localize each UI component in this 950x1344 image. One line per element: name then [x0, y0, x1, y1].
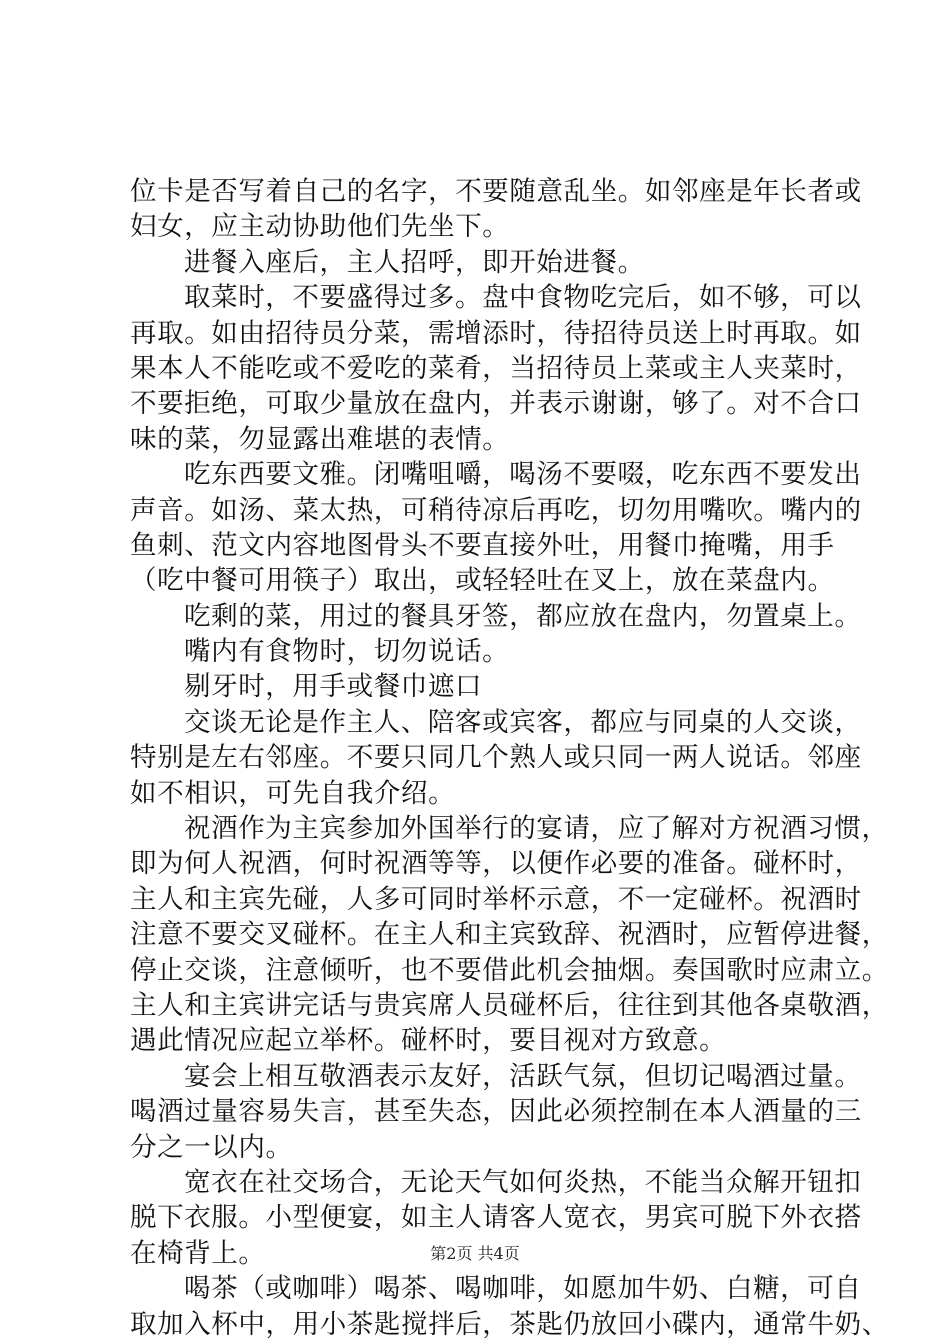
text-line: 交谈无论是作主人、陪客或宾客，都应与同桌的人交谈， — [184, 706, 862, 738]
text-line: 停止交谈，注意倾听，也不要借此机会抽烟。奏国歌时应肃立。 — [130, 954, 889, 986]
text-line: 喝酒过量容易失言，甚至失态，因此必须控制在本人酒量的三 — [130, 1096, 862, 1128]
text-line: 鱼刺、范文内容地图骨头不要直接外吐，用餐巾掩嘴，用手 — [130, 529, 835, 561]
text-line: 即为何人祝酒，何时祝酒等等，以便作必要的准备。碰杯时， — [130, 848, 862, 880]
text-line: 喝茶（或咖啡）喝茶、喝咖啡，如愿加牛奶、白糖，可自 — [184, 1273, 862, 1305]
text-line: 分之一以内。 — [130, 1131, 293, 1163]
text-line: 祝酒作为主宾参加外国举行的宴请，应了解对方祝酒习惯， — [184, 813, 889, 845]
text-line: 脱下衣服。小型便宴，如主人请客人宽衣，男宾可脱下外衣搭 — [130, 1202, 862, 1234]
document-body — [130, 174, 889, 1342]
text-line: 取菜时，不要盛得过多。盘中食物吃完后，如不够，可以 — [184, 282, 862, 314]
text-line: 吃东西要文雅。闭嘴咀嚼，喝汤不要啜，吃东西不要发出 — [184, 459, 862, 491]
text-line: 妇女，应主动协助他们先坐下。 — [130, 211, 510, 243]
text-line: 特别是左右邻座。不要只同几个熟人或只同一两人说话。邻座 — [130, 742, 862, 774]
text-line: 遇此情况应起立举杯。碰杯时，要目视对方致意。 — [130, 1025, 727, 1057]
text-line: 在椅背上。 — [130, 1237, 266, 1269]
text-line: 宴会上相互敬酒表示友好，活跃气氛，但切记喝酒过量。 — [184, 1060, 862, 1092]
text-line: 进餐入座后，主人招呼，即开始进餐。 — [184, 246, 645, 278]
text-line: （吃中餐可用筷子）取出，或轻轻吐在叉上，放在菜盘内。 — [130, 565, 835, 597]
text-line: 宽衣在社交场合，无论天气如何炎热，不能当众解开钮扣 — [184, 1166, 862, 1198]
text-line: 如不相识，可先自我介绍。 — [130, 777, 456, 809]
text-line: 嘴内有食物时，切勿说话。 — [184, 636, 510, 668]
text-line: 主人和主宾先碰，人多可同时举杯示意，不一定碰杯。祝酒时 — [130, 883, 862, 915]
text-line: 味的菜，勿显露出难堪的表情。 — [130, 423, 510, 455]
text-line: 位卡是否写着自己的名字，不要随意乱坐。如邻座是年长者或 — [130, 176, 862, 207]
text-line: 注意不要交叉碰杯。在主人和主宾致辞、祝酒时，应暂停进餐， — [130, 919, 889, 951]
page-footer: 第2页 共4页 — [430, 1244, 520, 1263]
text-line: 取加入杯中，用小茶匙搅拌后，茶匙仍放回小碟内，通常牛奶、 — [130, 1308, 889, 1340]
text-line: 不要拒绝，可取少量放在盘内，并表示谢谢，够了。对不合口 — [130, 388, 862, 420]
text-line: 再取。如由招待员分菜，需增添时，待招待员送上时再取。如 — [130, 317, 862, 349]
text-line: 主人和主宾讲完话与贵宾席人员碰杯后，往往到其他各桌敬酒， — [130, 989, 889, 1021]
text-line: 吃剩的菜，用过的餐具牙签，都应放在盘内，勿置桌上。 — [184, 600, 862, 632]
text-line: 果本人不能吃或不爱吃的菜肴，当招待员上菜或主人夹菜时， — [130, 352, 862, 384]
text-line: 声音。如汤、菜太热，可稍待凉后再吃，切勿用嘴吹。嘴内的 — [130, 494, 862, 526]
text-line: 剔牙时，用手或餐巾遮口 — [184, 671, 483, 703]
